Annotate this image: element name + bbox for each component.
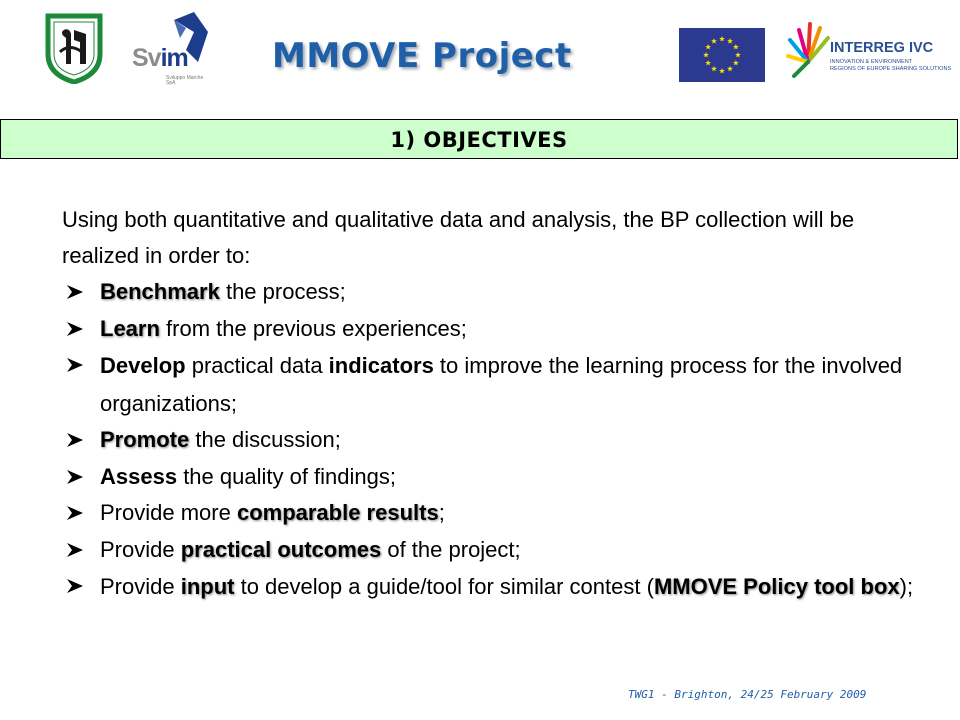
bullet-text-segment: Benchmark xyxy=(100,279,220,304)
arrow-bullet-icon xyxy=(66,284,84,300)
list-item xyxy=(62,495,922,532)
arrow-bullet-icon xyxy=(66,357,84,373)
svim-wordmark-suffix: im xyxy=(160,44,188,72)
arrow-bullet-icon xyxy=(66,321,84,337)
section-heading: 1) OBJECTIVES xyxy=(390,128,568,152)
list-item xyxy=(62,422,922,459)
bullet-text-segment: the quality of findings; xyxy=(177,463,396,489)
bullet-text-segment: Provide xyxy=(100,536,181,562)
bullet-text-segment: Promote xyxy=(100,427,190,452)
bullet-text-segment: ); xyxy=(899,574,914,599)
interreg-name: INTERREG IVC xyxy=(830,40,934,56)
bullet-text-segment: Assess xyxy=(100,463,178,489)
bullet-text-segment: the process; xyxy=(219,279,346,304)
bullet-text-segment: Develop xyxy=(100,353,186,378)
interreg-rays-icon xyxy=(786,22,830,82)
svim-subtitle: Sviluppo Marche SpA xyxy=(166,75,204,86)
arrow-bullet-icon xyxy=(66,505,84,521)
interreg-subtitle xyxy=(830,59,951,72)
bullet-text-segment: comparable results xyxy=(236,500,439,525)
interreg-subtitle-line1: INNOVATION & ENVIRONMENT xyxy=(830,59,913,65)
bullet-text-segment: from the previous experiences; xyxy=(159,315,467,341)
svim-wordmark xyxy=(132,44,188,73)
bullet-text-segment: of the project; xyxy=(381,536,521,562)
bullet-text-segment: Provide more xyxy=(100,500,237,525)
footer-text: TWG1 - Brighton, 24/25 February 2009 xyxy=(628,688,867,701)
bullet-text-segment: to improve the learning process for the involved organizations; xyxy=(100,353,903,416)
arrow-bullet-icon xyxy=(66,578,84,594)
bullet-text-segment: indicators xyxy=(328,353,434,378)
list-item xyxy=(62,347,922,422)
bullet-text-segment: the discussion; xyxy=(189,427,341,452)
bullet-text-segment: to develop a guide/tool for similar contest ( xyxy=(234,574,654,599)
list-item xyxy=(62,532,922,569)
arrow-bullet-icon xyxy=(66,432,84,448)
eu-flag-icon xyxy=(679,28,765,82)
objectives-body xyxy=(62,202,922,606)
list-item xyxy=(62,274,922,311)
page-title: MMOVE Project xyxy=(272,36,572,76)
svim-wordmark-prefix: Sv xyxy=(132,44,161,72)
list-item xyxy=(62,311,922,348)
intro-text: Using both quantitative and qualitative data and analysis, the BP collection will be realized in order to: xyxy=(62,207,855,268)
regione-marche-emblem-icon xyxy=(44,12,104,84)
bullet-text-segment: practical outcomes xyxy=(180,536,382,562)
interreg-subtitle-line2: REGIONS OF EUROPE SHARING SOLUTIONS xyxy=(830,65,952,72)
interreg-logo xyxy=(786,22,952,84)
section-heading-bar xyxy=(0,119,958,159)
bullet-text-segment: input xyxy=(180,574,235,599)
arrow-bullet-icon xyxy=(66,469,84,485)
arrow-bullet-icon xyxy=(66,542,84,558)
objectives-list xyxy=(62,274,922,606)
list-item xyxy=(62,459,922,496)
bullet-text-segment: MMOVE Policy tool box xyxy=(653,574,900,599)
bullet-text-segment: ; xyxy=(438,500,445,525)
list-item xyxy=(62,568,922,606)
bullet-text-segment: Provide xyxy=(100,574,181,599)
svim-logo xyxy=(128,10,220,86)
bullet-text-segment: Learn xyxy=(100,315,160,341)
bullet-text-segment: practical data xyxy=(185,353,329,378)
